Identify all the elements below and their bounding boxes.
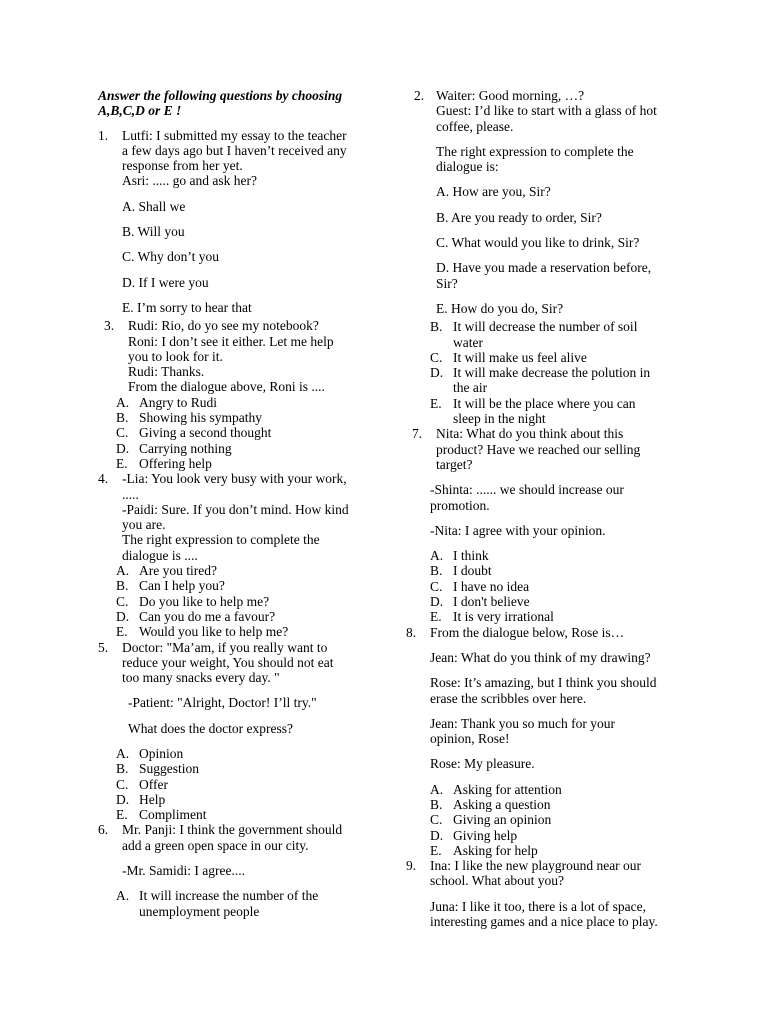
dialogue-line: Waiter: Good morning, …?	[436, 88, 585, 103]
answer-option[interactable]: C. What would you like to drink, Sir?	[436, 235, 640, 251]
question-number: 5.	[98, 639, 109, 655]
option-text: I doubt	[453, 563, 492, 579]
option-letter: C.	[116, 425, 129, 441]
dialogue-line: too many snacks every day. "	[122, 670, 280, 686]
dialogue-line: Mr. Panji: I think the government should	[122, 822, 343, 838]
dialogue-line: Ina: I like the new playground near our	[430, 858, 642, 874]
question-7	[404, 426, 682, 472]
dialogue-line: Juna: I like it too, there is a lot of space,	[430, 898, 646, 914]
option-text: Compliment	[139, 807, 207, 823]
option-letter: C.	[430, 349, 443, 365]
option-letter: D.	[116, 440, 130, 456]
question-8	[404, 625, 682, 782]
option-text: Are you tired?	[139, 563, 217, 579]
answer-option[interactable]: A. Shall we	[122, 198, 186, 214]
question-prompt: What does the doctor express?	[128, 720, 293, 736]
option-text: Carrying nothing	[139, 440, 232, 456]
option-letter: A.	[116, 563, 130, 579]
option-letter: B.	[116, 410, 129, 426]
options-list	[116, 746, 370, 822]
option-letter: A.	[116, 745, 130, 761]
options-list	[430, 548, 682, 624]
option-letter: B.	[430, 319, 443, 335]
question-prompt: The right expression to complete the	[122, 532, 320, 548]
dialogue-line: Lutfi: I submitted my essay to the teacher	[122, 127, 347, 143]
answer-option[interactable]	[436, 260, 682, 291]
option-letter: D.	[116, 608, 130, 624]
question-number: 7.	[412, 426, 423, 442]
answer-option[interactable]: B. Are you ready to order, Sir?	[436, 209, 602, 225]
dialogue-line: Rose: My pleasure.	[430, 756, 535, 772]
option-text: Giving help	[453, 827, 518, 843]
option-letter: A.	[116, 888, 130, 904]
dialogue-line: Rose: It’s amazing, but I think you should	[430, 675, 657, 691]
dialogue-line: reduce your weight, You should not eat	[122, 654, 334, 670]
answer-option[interactable]	[116, 578, 370, 593]
right-column	[404, 88, 682, 929]
question-number: 6.	[98, 822, 109, 838]
answer-option[interactable]	[116, 425, 370, 440]
dialogue-line: opinion, Rose!	[430, 731, 510, 747]
dialogue-line: -Shinta: ...... we should increase our	[430, 482, 624, 498]
options-list	[116, 395, 370, 471]
question-prompt: The right expression to complete the	[436, 143, 634, 159]
question-2	[404, 88, 682, 316]
option-text: Do you like to help me?	[139, 593, 270, 609]
option-letter: B.	[430, 563, 443, 579]
dialogue-line: .....	[122, 486, 139, 502]
dialogue-line: product? Have we reached our selling	[436, 441, 641, 457]
dialogue-line: Jean: Thank you so much for your	[430, 715, 615, 731]
dialogue-line: -Nita: I agree with your opinion.	[430, 522, 606, 538]
dialogue-line: Rudi: Rio, do yo see my notebook?	[128, 318, 319, 334]
dialogue-line: a few days ago but I haven’t received any	[122, 142, 347, 158]
question-5	[98, 640, 370, 746]
answer-option[interactable]	[116, 441, 370, 456]
options-list-continued	[430, 319, 682, 426]
option-letter: B.	[116, 761, 129, 777]
answer-option[interactable]	[430, 782, 682, 797]
option-letter: E.	[430, 842, 442, 858]
dialogue-line: coffee, please.	[436, 118, 514, 134]
option-letter: E.	[116, 624, 128, 640]
dialogue-line: response from her yet.	[122, 158, 243, 174]
option-letter: C.	[430, 578, 443, 594]
answer-option[interactable]	[430, 319, 682, 350]
option-letter: E.	[430, 395, 442, 411]
question-number: 2.	[414, 88, 425, 103]
question-4	[98, 471, 370, 563]
answer-option[interactable]	[116, 456, 370, 471]
option-letter: D.	[116, 791, 130, 807]
dialogue-line: add a green open space in our city.	[122, 837, 309, 853]
option-letter: C.	[116, 776, 129, 792]
option-text: Offer	[139, 776, 168, 792]
option-text: Can I help you?	[139, 578, 225, 594]
answer-option[interactable]	[116, 792, 370, 807]
option-letter: D.	[430, 827, 444, 843]
option-letter: C.	[430, 812, 443, 828]
answer-option[interactable]	[116, 761, 370, 776]
dialogue-line: target?	[436, 456, 473, 472]
option-text: It will decrease the number of soil	[453, 319, 638, 335]
option-text: D. Have you made a reservation before,	[436, 260, 652, 276]
answer-option[interactable]: E. I’m sorry to hear that	[122, 299, 252, 315]
question-prompt: From the dialogue above, Roni is ....	[128, 379, 325, 395]
option-text: I have no idea	[453, 578, 530, 594]
dialogue-line: school. What about you?	[430, 873, 564, 889]
option-letter: E.	[430, 609, 442, 625]
answer-option[interactable]: A. How are you, Sir?	[436, 184, 551, 200]
answer-option[interactable]	[116, 624, 370, 639]
answer-option[interactable]: C. Why don’t you	[122, 249, 220, 265]
answer-option[interactable]	[430, 579, 682, 594]
answer-option[interactable]	[430, 365, 682, 396]
answer-option[interactable]	[430, 563, 682, 578]
option-text: Can you do me a favour?	[139, 608, 276, 624]
answer-option[interactable]: B. Will you	[122, 224, 185, 240]
option-text: Opinion	[139, 745, 184, 761]
option-letter: B.	[116, 578, 129, 594]
question-number: 4.	[98, 471, 109, 487]
option-text: the air	[453, 380, 488, 396]
answer-option[interactable]	[116, 888, 370, 919]
answer-option[interactable]: D. If I were you	[122, 274, 209, 290]
answer-option[interactable]	[430, 396, 682, 427]
option-text: It will make decrease the polution in	[453, 365, 651, 381]
option-text: Would you like to help me?	[139, 624, 289, 640]
option-text: Sir?	[436, 275, 458, 291]
option-text: Asking for help	[453, 842, 538, 858]
question-3	[98, 318, 370, 394]
answer-option[interactable]	[430, 797, 682, 812]
answer-option[interactable]	[116, 746, 370, 761]
option-text: sleep in the night	[453, 411, 546, 427]
options-list	[116, 563, 370, 639]
question-number: 9.	[406, 858, 417, 874]
option-text: Showing his sympathy	[139, 410, 263, 426]
option-text: Angry to Rudi	[139, 394, 218, 410]
question-number: 1.	[98, 127, 109, 143]
option-letter: D.	[430, 594, 444, 610]
dialogue-line: Doctor: "Ma’am, if you really want to	[122, 639, 328, 655]
question-6	[98, 822, 370, 888]
option-letter: B.	[430, 796, 443, 812]
question-7-dialogue	[404, 472, 682, 548]
dialogue-line: you to look for it.	[128, 348, 223, 364]
dialogue-line: Jean: What do you think of my drawing?	[430, 649, 651, 665]
question-prompt: From the dialogue below, Rose is…	[430, 624, 625, 640]
question-prompt: dialogue is:	[436, 159, 499, 175]
option-text: Giving a second thought	[139, 425, 272, 441]
option-text: It is very irrational	[453, 609, 554, 625]
answer-option[interactable]	[430, 828, 682, 843]
answer-option[interactable]	[430, 350, 682, 365]
option-text: Help	[139, 791, 166, 807]
answer-option[interactable]	[116, 777, 370, 792]
answer-option[interactable]	[116, 609, 370, 624]
answer-option[interactable]	[430, 812, 682, 827]
dialogue-line: -Paidi: Sure. If you don’t mind. How kind	[122, 501, 349, 517]
option-letter: A.	[116, 394, 130, 410]
left-column	[98, 88, 370, 919]
option-letter: A.	[430, 781, 444, 797]
option-text: Asking for attention	[453, 781, 562, 797]
option-letter: E.	[116, 807, 128, 823]
answer-option[interactable]: E. How do you do, Sir?	[436, 300, 564, 316]
question-number: 8.	[406, 624, 417, 640]
dialogue-line: -Lia: You look very busy with your work,	[122, 471, 347, 487]
dialogue-line: Nita: What do you think about this	[436, 426, 624, 442]
option-text: It will be the place where you can	[453, 395, 636, 411]
answer-option[interactable]	[116, 807, 370, 822]
option-letter: E.	[116, 455, 128, 471]
option-text: Suggestion	[139, 761, 200, 777]
answer-option[interactable]	[430, 609, 682, 624]
option-letter: A.	[430, 548, 444, 564]
options-list	[430, 782, 682, 858]
answer-option[interactable]	[116, 395, 370, 410]
dialogue-line: Asri: ..... go and ask her?	[122, 173, 257, 189]
instruction-heading: Answer the following questions by choosing A,B,C,D or E !	[98, 88, 343, 119]
option-text: water	[453, 334, 483, 350]
question-prompt: dialogue is ....	[122, 547, 198, 563]
option-text: It will make us feel alive	[453, 349, 587, 365]
dialogue-line: erase the scribbles over here.	[430, 690, 587, 706]
dialogue-line: Guest: I’d like to start with a glass of hot	[436, 103, 657, 119]
dialogue-line: -Mr. Samidi: I agree....	[122, 863, 245, 879]
dialogue-line: you are.	[122, 517, 166, 533]
question-number: 3.	[104, 318, 115, 334]
question-1	[98, 128, 370, 316]
answer-option[interactable]	[116, 594, 370, 609]
answer-option[interactable]	[430, 548, 682, 563]
option-text: Offering help	[139, 455, 212, 471]
option-text: It will increase the number of the	[139, 888, 319, 904]
answer-option[interactable]	[430, 843, 682, 858]
dialogue-line: Roni: I don’t see it either. Let me help	[128, 333, 334, 349]
option-text: Giving an opinion	[453, 812, 552, 828]
answer-option[interactable]	[116, 563, 370, 578]
dialogue-line: interesting games and a nice place to play.	[430, 914, 658, 930]
option-text: I don't believe	[453, 594, 530, 610]
option-letter: D.	[430, 365, 444, 381]
answer-option[interactable]	[116, 410, 370, 425]
options-list	[116, 888, 370, 919]
question-9	[404, 858, 682, 929]
option-text: I think	[453, 548, 489, 564]
dialogue-line: promotion.	[430, 497, 490, 513]
dialogue-line: Rudi: Thanks.	[128, 364, 205, 380]
dialogue-line: -Patient: "Alright, Doctor! I’ll try."	[128, 695, 317, 711]
option-text: Asking a question	[453, 796, 551, 812]
option-letter: C.	[116, 593, 129, 609]
option-text: unemployment people	[139, 903, 260, 919]
answer-option[interactable]	[430, 594, 682, 609]
